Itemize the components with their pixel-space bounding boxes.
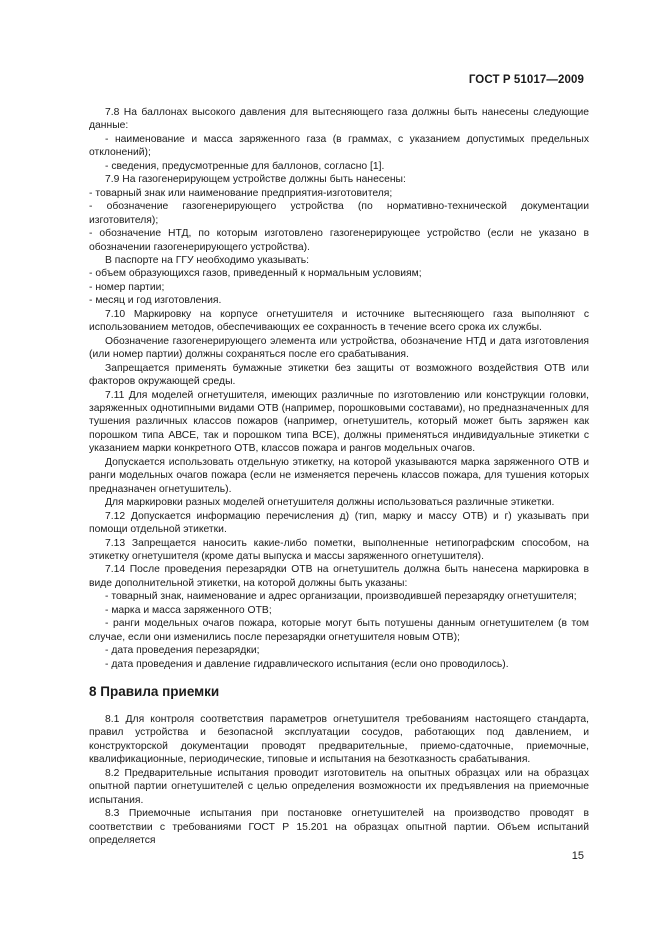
- paragraph: - обозначение НТД, по которым изготовлено газогенерирующее устройство (если не указано в обозначении газогенерирующего устройства).: [89, 228, 589, 253]
- paragraph: 8.1 Для контроля соответствия параметров огнетушителя требованиям настоящего стандарта, правил устройства и безопасной эксплуатации сосудов, работающих под давлением, и конструкторской документации проводят предварительные, приемо-сдаточные, приемочные, квалификационные, периодические, типовые и испытания на безотказность срабатывания.: [89, 714, 589, 766]
- paragraph: - месяц и год изготовления.: [89, 295, 222, 307]
- paragraph: 8.2 Предварительные испытания проводит изготовитель на опытных образцах или на образцах опытной партии огнетушителей с целью определения возможности их предъявления на приемочные испытания.: [89, 767, 589, 806]
- paragraph: - объем образующихся газов, приведенный к нормальным условиям;: [89, 268, 422, 280]
- page-content: [89, 106, 589, 848]
- paragraph: 7.9 На газогенерирующем устройстве должны быть нанесены:: [105, 174, 406, 186]
- paragraph: 7.12 Допускается информацию перечисления д) (тип, марку и массу ОТВ) и г) указывать при помощи отдельной этикетки.: [89, 510, 589, 536]
- paragraph: - обозначение газогенерирующего устройства (по нормативно-технической документации изготовителя);: [89, 201, 589, 226]
- paragraph: Для маркировки разных моделей огнетушителя должны использоваться различные этикетки.: [105, 497, 555, 509]
- paragraph: 7.13 Запрещается наносить какие-либо пометки, выполненные нетипографским способом, на этикетку огнетушителя (кроме даты выпуска и массы заряженного огнетушителя).: [89, 537, 589, 562]
- paragraph: Допускается использовать отдельную этикетку, на которой указываются марка заряженного ОТВ и ранги модельных очагов пожара (если не изменяется перечень классов пожара, для тушения которых предназначен огнетушитель).: [89, 456, 589, 495]
- paragraph: 7.11 Для моделей огнетушителя, имеющих различные по изготовлению или конструкции головки, заряженных однотипными видами ОТВ (например, порошковыми составами), но предназначенных для тушения различных классов пожаров (например, огнетушитель, который может быть заряжен как порошком типа АВСЕ, так и порошком типа ВСЕ), должны применяться индивидуальные этикетки с указанием марки конкретного ОТВ, классов пожара и рангов модельных очагов.: [89, 389, 589, 455]
- paragraph: - дата проведения перезарядки;: [105, 645, 260, 657]
- paragraph: - сведения, предусмотренные для баллонов, согласно [1].: [105, 160, 385, 172]
- paragraph: Обозначение газогенерирующего элемента или устройства, обозначение НТД и дата изготовления (или номер партии) должны сохраняться после его срабатывания.: [89, 335, 589, 361]
- paragraph: В паспорте на ГГУ необходимо указывать:: [105, 254, 309, 266]
- page-number: 15: [571, 850, 584, 862]
- paragraph: - наименование и масса заряженного газа (в граммах, с указанием допустимых предельных отклонений);: [89, 133, 589, 159]
- paragraph: - номер партии;: [89, 281, 165, 293]
- paragraph: - товарный знак или наименование предприятия-изготовителя;: [89, 187, 393, 199]
- section-8-text: [89, 713, 589, 848]
- paragraph: - дата проведения и давление гидравлического испытания (если оно проводилось).: [105, 658, 509, 670]
- paragraph: 7.8 На баллонах высокого давления для вытесняющего газа должны быть нанесены следующие данные:: [89, 107, 589, 132]
- paragraph: 7.10 Маркировку на корпусе огнетушителя и источнике вытесняющего газа выполняют с использованием методов, обеспечивающих ее сохранность в течение всего срока их службы.: [89, 308, 589, 334]
- paragraph: - товарный знак, наименование и адрес организации, производившей перезарядку огнетушителя;: [105, 591, 577, 603]
- paragraph: - марка и масса заряженного ОТВ;: [105, 604, 272, 616]
- paragraph: Запрещается применять бумажные этикетки без защиты от возможного воздействия ОТВ или факторов окружающей среды.: [89, 362, 589, 388]
- section-heading: 8 Правила приемки: [89, 684, 220, 700]
- paragraph: - ранги модельных очагов пожара, которые могут быть потушены данным огнетушителем (в том случае, если они изменились после перезарядки огнетушителя новым ОТВ);: [89, 618, 589, 643]
- document-header: ГОСТ Р 51017—2009: [468, 74, 584, 86]
- paragraph: 8.3 Приемочные испытания при постановке огнетушителей на производство проводят в соответствии с требованиями ГОСТ Р 15.201 на образцах опытной партии. Объем испытаний определяется: [89, 808, 589, 847]
- paragraph: 7.14 После проведения перезарядки ОТВ на огнетушитель должна быть нанесена маркировка в виде дополнительной этикетки, на которой должны быть указаны:: [89, 564, 589, 589]
- section-7-text: [89, 106, 589, 671]
